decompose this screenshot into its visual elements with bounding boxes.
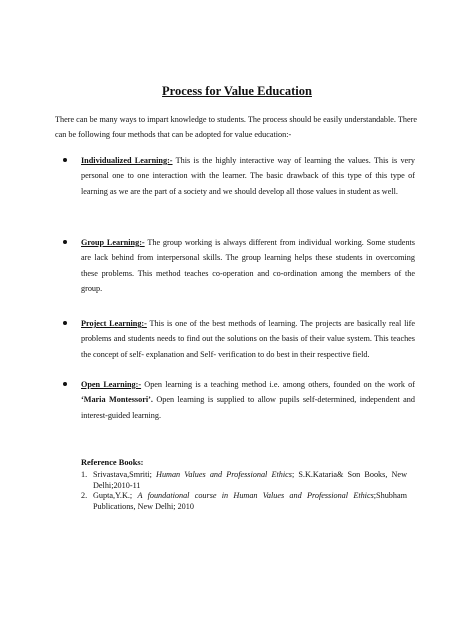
method-description: This is the highly interactive way of learning the values. This is very personal one to one interaction with the learner. The basic drawback of this type of this type of learning as we are the part of a society and we should develop all those values in student as well. xyxy=(81,156,415,196)
method-heading: Project Learning:- xyxy=(81,319,147,328)
reference-number: 1. xyxy=(81,470,88,479)
bullet-icon xyxy=(63,321,67,325)
method-text xyxy=(81,235,415,297)
method-description: This is one of the best methods of learning. The projects are basically real life problems and students needs to find out the solutions on the basis of their value system. This teaches the concept of self- explanation and Self- verification to do best in their respective field. xyxy=(81,319,415,359)
reference-text xyxy=(93,491,407,512)
method-description-start: Open learning is a teaching method i.e. among others, founded on the work of xyxy=(141,380,415,389)
references-heading: Reference Books: xyxy=(81,458,144,467)
list-item-individualized-learning xyxy=(63,153,415,199)
method-text xyxy=(81,377,415,423)
reference-item xyxy=(81,470,407,491)
reference-list xyxy=(81,470,407,512)
list-item-group-learning xyxy=(63,235,415,297)
intro-paragraph: There can be many ways to impart knowledge to students. The process should be easily understandable. There can be following four methods that can be adopted for value education:- xyxy=(55,115,417,139)
method-emphasis: ‘Maria Montessori’. xyxy=(81,395,153,405)
bullet-icon xyxy=(63,382,67,386)
list-item-open-learning xyxy=(63,377,415,423)
method-heading: Individualized Learning:- xyxy=(81,156,173,165)
reference-item xyxy=(81,491,407,512)
list-item-project-learning xyxy=(63,316,415,362)
method-description: The group working is always different from individual working. Some students are lack behind from interpersonal skills. The group learning helps these students in overcoming these problems. This method teaches co-operation and co-ordination among the members of the group. xyxy=(81,238,415,294)
method-heading: Open Learning:- xyxy=(81,380,142,389)
bullet-icon xyxy=(63,240,67,244)
method-description-end: Open learning is supplied to allow pupils self-determined, independent and interest-guided learning. xyxy=(81,395,415,420)
reference-author: Srivastava,Smriti; xyxy=(93,470,157,479)
method-heading: Group Learning:- xyxy=(81,238,145,247)
reference-book-title: Human Values and Professional Ethics xyxy=(156,470,292,479)
reference-author: Gupta,Y.K.; xyxy=(93,491,138,500)
page-title: Process for Value Education xyxy=(162,84,312,98)
bullet-icon xyxy=(63,158,67,162)
reference-text xyxy=(93,470,407,491)
reference-publisher: ; S.K.Kataria& Son Books, New Delhi;2010-11 xyxy=(93,470,407,490)
reference-book-title: A foundational course in Human Values and Professional Ethics xyxy=(137,491,374,500)
method-text xyxy=(81,316,415,362)
reference-number: 2. xyxy=(81,491,88,500)
method-text xyxy=(81,153,415,199)
reference-publisher: ;Shubham Publications, New Delhi; 2010 xyxy=(93,491,407,511)
